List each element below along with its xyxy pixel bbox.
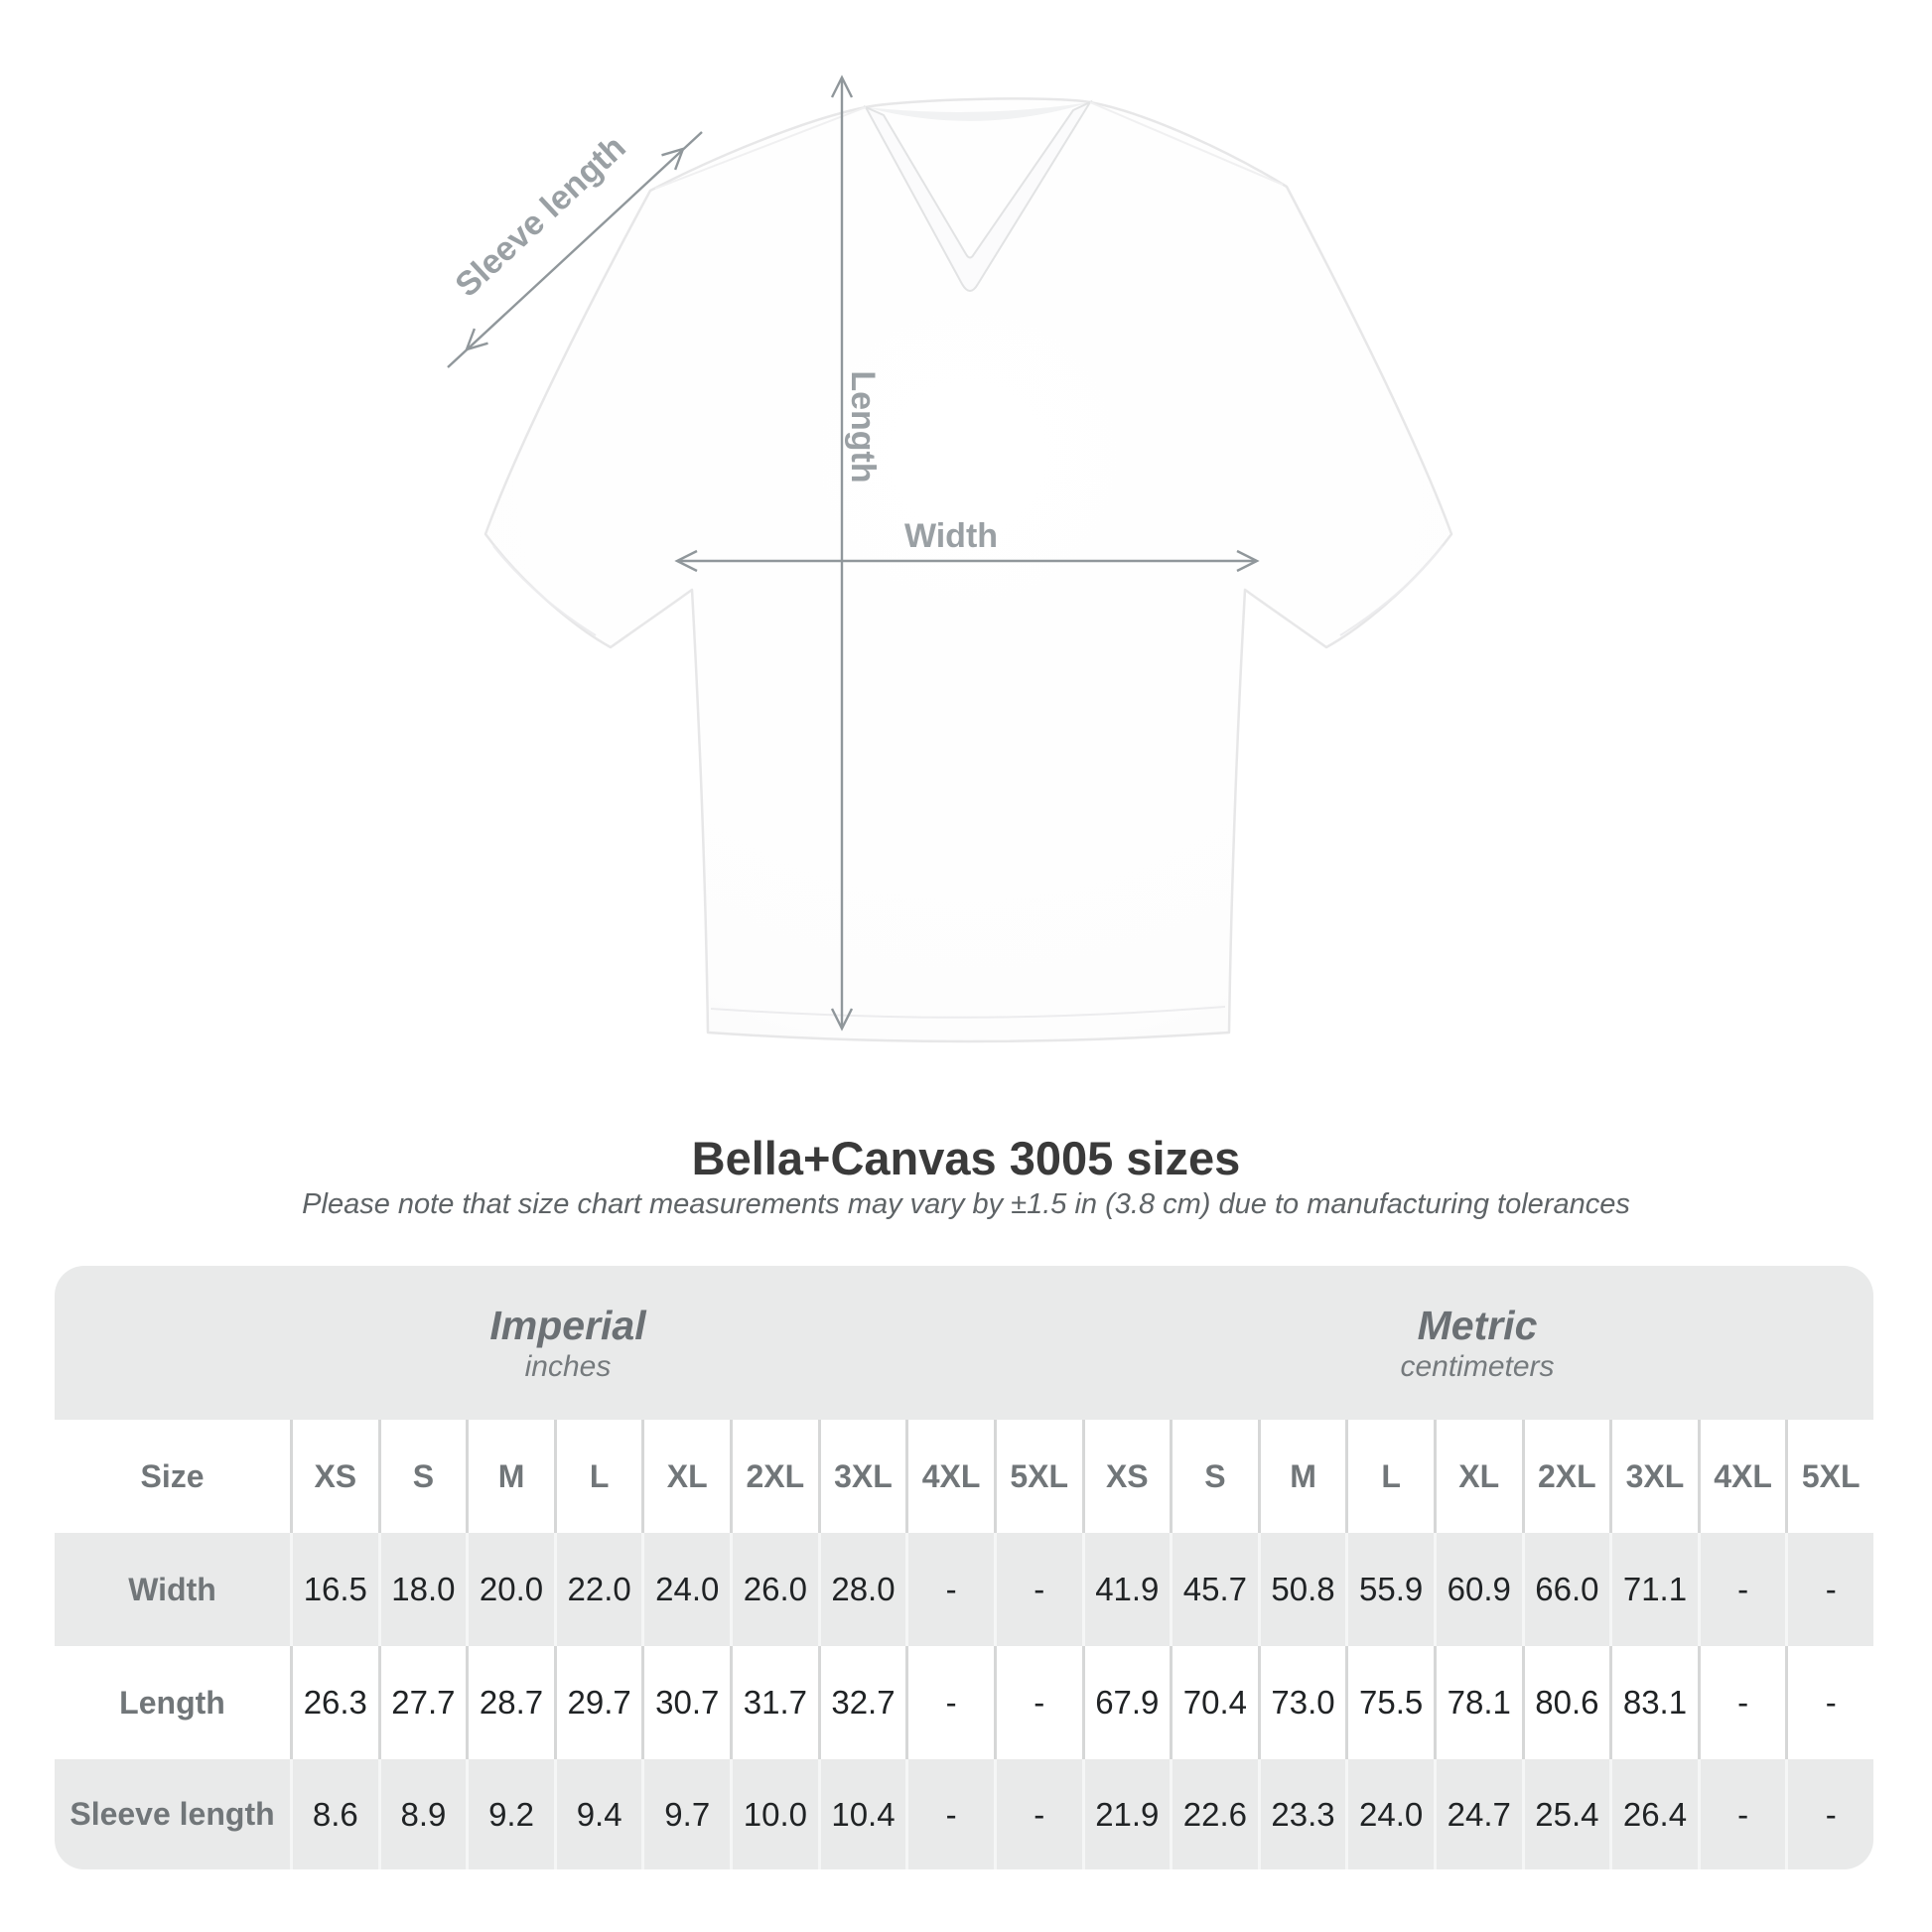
measurement-value: 18.0 xyxy=(378,1533,467,1646)
table-row xyxy=(55,1646,1873,1759)
measurement-value: 9.4 xyxy=(554,1759,642,1869)
measurement-value: 78.1 xyxy=(1434,1646,1522,1759)
measurement-value: - xyxy=(994,1533,1082,1646)
size-column-header: XL xyxy=(1434,1420,1522,1533)
measurement-value: - xyxy=(905,1646,994,1759)
measurement-value: 24.7 xyxy=(1434,1759,1522,1869)
unit-band xyxy=(55,1266,1873,1420)
measurement-value: 29.7 xyxy=(554,1646,642,1759)
tshirt-graphic xyxy=(485,98,1451,1041)
measurement-value: 83.1 xyxy=(1609,1646,1698,1759)
measurement-value: - xyxy=(994,1646,1082,1759)
measurement-value: 45.7 xyxy=(1170,1533,1258,1646)
measurement-value: 55.9 xyxy=(1345,1533,1434,1646)
measurement-value: 32.7 xyxy=(818,1646,906,1759)
measurement-value: 60.9 xyxy=(1434,1533,1522,1646)
measurement-value: 26.3 xyxy=(290,1646,378,1759)
measurement-value: 31.7 xyxy=(730,1646,818,1759)
size-column-header: S xyxy=(378,1420,467,1533)
imperial-label: Imperial xyxy=(489,1302,646,1348)
measurement-value: 10.4 xyxy=(818,1759,906,1869)
measurement-value: 75.5 xyxy=(1345,1646,1434,1759)
row-label: Length xyxy=(119,1684,225,1721)
size-column-header: 2XL xyxy=(1522,1420,1610,1533)
unit-group-imperial xyxy=(55,1266,1081,1420)
measurement-value: 67.9 xyxy=(1082,1646,1171,1759)
size-column-header: 4XL xyxy=(905,1420,994,1533)
metric-sub-label: centimeters xyxy=(1400,1349,1555,1383)
measurement-value: 16.5 xyxy=(290,1533,378,1646)
size-column-header: XS xyxy=(290,1420,378,1533)
row-label: Width xyxy=(128,1571,216,1607)
measurement-value: - xyxy=(994,1759,1082,1869)
tolerance-note: Please note that size chart measurements may vary by ±1.5 in (3.8 cm) due to manufacturing tolerances xyxy=(302,1188,1630,1220)
size-header-label: Size xyxy=(140,1457,205,1494)
measurement-value: 20.0 xyxy=(466,1533,554,1646)
measurement-value: 28.0 xyxy=(818,1533,906,1646)
metric-label: Metric xyxy=(1417,1302,1538,1348)
measurement-value: 24.0 xyxy=(641,1533,730,1646)
measurement-value: 50.8 xyxy=(1258,1533,1346,1646)
measurement-value: - xyxy=(1698,1533,1786,1646)
measurement-value: 73.0 xyxy=(1258,1646,1346,1759)
measurement-value: 9.2 xyxy=(466,1759,554,1869)
measurement-value: 22.6 xyxy=(1170,1759,1258,1869)
width-label: Width xyxy=(903,517,999,555)
measurement-value: - xyxy=(1785,1759,1873,1869)
measurement-value: 25.4 xyxy=(1522,1759,1610,1869)
measurement-value: - xyxy=(1785,1646,1873,1759)
size-column-header: XS xyxy=(1082,1420,1171,1533)
sleeve-length-label: Sleeve length xyxy=(448,128,633,305)
size-column-header: 5XL xyxy=(1785,1420,1873,1533)
table-size-header-row xyxy=(55,1420,1873,1533)
size-column-header: XL xyxy=(641,1420,730,1533)
measurement-value: - xyxy=(1698,1646,1786,1759)
measurement-value: 23.3 xyxy=(1258,1759,1346,1869)
table-row xyxy=(55,1533,1873,1646)
measurement-value: 8.9 xyxy=(378,1759,467,1869)
measurement-value: - xyxy=(1785,1533,1873,1646)
size-column-header: 5XL xyxy=(994,1420,1082,1533)
size-column-header: L xyxy=(554,1420,642,1533)
size-column-header: S xyxy=(1170,1420,1258,1533)
measurement-value: - xyxy=(905,1759,994,1869)
row-label: Sleeve length xyxy=(69,1796,275,1832)
size-column-header: 3XL xyxy=(818,1420,906,1533)
measurement-value: 22.0 xyxy=(554,1533,642,1646)
measurement-value: - xyxy=(1698,1759,1786,1869)
measurement-value: 66.0 xyxy=(1522,1533,1610,1646)
size-column-header: M xyxy=(466,1420,554,1533)
measurement-value: 26.0 xyxy=(730,1533,818,1646)
unit-group-metric xyxy=(1081,1266,1873,1420)
page-title: Bella+Canvas 3005 sizes xyxy=(691,1132,1241,1184)
measurement-value: 27.7 xyxy=(378,1646,467,1759)
size-column-header: 2XL xyxy=(730,1420,818,1533)
size-column-header: 3XL xyxy=(1609,1420,1698,1533)
measurement-value: 21.9 xyxy=(1082,1759,1171,1869)
measurement-value: - xyxy=(905,1533,994,1646)
size-table xyxy=(55,1266,1873,1869)
measurement-value: 28.7 xyxy=(466,1646,554,1759)
imperial-sub-label: inches xyxy=(524,1349,612,1383)
length-label: Length xyxy=(844,370,882,483)
measurement-value: 70.4 xyxy=(1170,1646,1258,1759)
measurement-value: 71.1 xyxy=(1609,1533,1698,1646)
measurement-value: 24.0 xyxy=(1345,1759,1434,1869)
measurement-value: 9.7 xyxy=(641,1759,730,1869)
table-row xyxy=(55,1759,1873,1869)
measurement-value: 41.9 xyxy=(1082,1533,1171,1646)
measurement-value: 30.7 xyxy=(641,1646,730,1759)
measurement-value: 80.6 xyxy=(1522,1646,1610,1759)
size-column-header: M xyxy=(1258,1420,1346,1533)
table-body xyxy=(55,1533,1873,1869)
measurement-value: 10.0 xyxy=(730,1759,818,1869)
size-column-header: L xyxy=(1345,1420,1434,1533)
measurement-value: 8.6 xyxy=(290,1759,378,1869)
tshirt-body xyxy=(485,98,1451,1041)
size-column-header: 4XL xyxy=(1698,1420,1786,1533)
measurement-value: 26.4 xyxy=(1609,1759,1698,1869)
